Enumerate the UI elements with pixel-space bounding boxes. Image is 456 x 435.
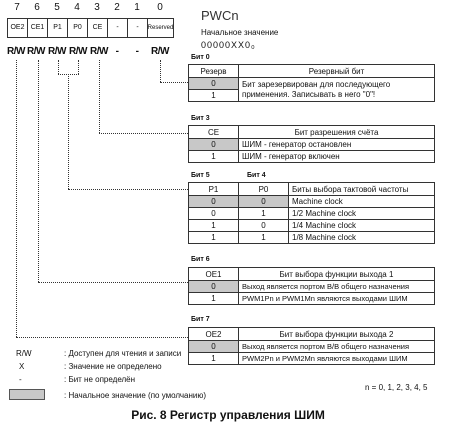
bit-number-3: 3 xyxy=(94,2,100,13)
leader-bit54-h xyxy=(68,189,188,190)
bit54-row-desc: 1/8 Machine clock xyxy=(289,232,435,244)
register-cell-reserved: Reserved xyxy=(147,18,174,38)
bit7-header-right: Бит выбора функции выхода 2 xyxy=(239,328,435,341)
legend-shade-desc: : Начальное значение (по умолчанию) xyxy=(64,391,207,400)
leader-bit7-h xyxy=(16,337,188,338)
access-bit7: R/W xyxy=(7,46,25,57)
bit3-row-desc: ШИМ - генератор включен xyxy=(239,151,435,163)
bit54-row-p1: 0 xyxy=(189,208,239,220)
bit6-row-value: 0 xyxy=(189,281,239,293)
bit-number-2: 2 xyxy=(114,2,120,13)
bit3-row xyxy=(189,139,435,151)
access-bit0: R/W xyxy=(151,46,169,57)
register-cell-ce1: CE1 xyxy=(27,18,48,38)
bit-number-0: 0 xyxy=(157,2,163,13)
bit7-header-left: OE2 xyxy=(189,328,239,341)
bit3-row-value: 0 xyxy=(189,139,239,151)
leader-bit0-h xyxy=(160,82,188,83)
bit0-header-right: Резервный бит xyxy=(239,65,435,78)
access-bit5: R/W xyxy=(48,46,66,57)
bit3-table xyxy=(188,125,435,163)
bit7-row xyxy=(189,341,435,353)
access-bit4: R/W xyxy=(69,46,87,57)
legend-dash-desc: : Бит не определён xyxy=(64,375,136,384)
legend-x-desc: : Значение не определено xyxy=(64,362,162,371)
legend-dash-key: - xyxy=(19,375,22,384)
bit54-header-p0: P0 xyxy=(239,183,289,196)
bit0-desc: Бит зарезервирован для последующего применения. Записывать в него "0"! xyxy=(239,78,435,102)
bit54-row-desc: 1/4 Machine clock xyxy=(289,220,435,232)
leader-bit4-v xyxy=(78,60,79,74)
bit54-row xyxy=(189,196,435,208)
bit0-value-0: 0 xyxy=(189,78,239,90)
bit3-row-desc: ШИМ - генератор остановлен xyxy=(239,139,435,151)
access-bit3: R/W xyxy=(90,46,108,57)
bit7-row-desc: Выход является портом В/В общего назначения xyxy=(239,341,435,353)
bit6-row xyxy=(189,293,435,305)
access-bit2: - xyxy=(115,46,119,57)
register-cell-ce: CE xyxy=(87,18,108,38)
legend-shade-swatch xyxy=(9,389,45,400)
bit54-row-p1: 1 xyxy=(189,220,239,232)
bit6-row-desc: Выход является портом В/В общего назначения xyxy=(239,281,435,293)
legend-rw-desc: : Доступен для чтения и записи xyxy=(64,349,182,358)
bit54-row xyxy=(189,208,435,220)
leader-bit7-v xyxy=(16,60,17,337)
bit3-header-left: CE xyxy=(189,126,239,139)
bit54-row xyxy=(189,220,435,232)
bit54-row-desc: Machine clock xyxy=(289,196,435,208)
bit3-header-right: Бит разрешения счёта xyxy=(239,126,435,139)
bit54-row-p1: 0 xyxy=(189,196,239,208)
legend-rw-key: R/W xyxy=(16,349,32,358)
bit6-header-right: Бит выбора функции выхода 1 xyxy=(239,268,435,281)
leader-bit3-h xyxy=(99,133,188,134)
register-cell-oe2: OE2 xyxy=(7,18,28,38)
register-cell-p1: P1 xyxy=(47,18,68,38)
bit5-label: Бит 5 xyxy=(191,172,210,179)
leader-bit6-h xyxy=(38,282,188,283)
bit54-row-p0: 1 xyxy=(239,232,289,244)
register-cell-p0: P0 xyxy=(67,18,88,38)
leader-bit5-v xyxy=(58,60,59,74)
bit7-row xyxy=(189,353,435,365)
leader-bit3-v xyxy=(99,60,100,133)
bit-number-6: 6 xyxy=(34,2,40,13)
initial-value: 00000XX0₀ xyxy=(201,40,256,50)
bit54-row-p0: 0 xyxy=(239,220,289,232)
bit-number-7: 7 xyxy=(14,2,20,13)
leader-bit54-drop xyxy=(68,74,69,189)
bit6-row-value: 1 xyxy=(189,293,239,305)
bit6-table xyxy=(188,267,435,305)
bit4-label: Бит 4 xyxy=(247,172,266,179)
bit54-row-desc: 1/2 Machine clock xyxy=(289,208,435,220)
bit7-row-value: 0 xyxy=(189,341,239,353)
bit54-row-p1: 1 xyxy=(189,232,239,244)
bit-number-1: 1 xyxy=(134,2,140,13)
leader-bit0-v xyxy=(160,60,161,82)
bit7-label: Бит 7 xyxy=(191,316,210,323)
access-bit6: R/W xyxy=(27,46,45,57)
bit54-row-p0: 0 xyxy=(239,196,289,208)
bit0-label: Бит 0 xyxy=(191,54,210,61)
legend-x-key: X xyxy=(19,362,25,371)
bit7-table xyxy=(188,327,435,365)
bit-number-4: 4 xyxy=(74,2,80,13)
bit54-row xyxy=(189,232,435,244)
register-cell-bit2: - xyxy=(107,18,128,38)
bit3-row-value: 1 xyxy=(189,151,239,163)
access-bit1: - xyxy=(135,46,139,57)
initial-value-label: Начальное значение xyxy=(201,28,279,37)
bit7-row-desc: PWM2Pn и PWM2Mn являются выходами ШИМ xyxy=(239,353,435,365)
bit6-header-left: OE1 xyxy=(189,268,239,281)
register-name: PWCn xyxy=(201,8,239,23)
bit7-row-value: 1 xyxy=(189,353,239,365)
bit0-table xyxy=(188,64,435,102)
bit3-label: Бит 3 xyxy=(191,115,210,122)
bit54-row-p0: 1 xyxy=(239,208,289,220)
bit0-value-1: 1 xyxy=(189,90,239,102)
legend-n-note: n = 0, 1, 2, 3, 4, 5 xyxy=(365,383,428,392)
figure-caption: Рис. 8 Регистр управления ШИМ xyxy=(131,408,325,422)
bit-number-5: 5 xyxy=(54,2,60,13)
bit54-header-desc: Биты выбора тактовой частоты xyxy=(289,183,435,196)
bit54-table xyxy=(188,182,435,244)
bit6-row xyxy=(189,281,435,293)
bit0-header-left: Резерв xyxy=(189,65,239,78)
bit54-header-p1: P1 xyxy=(189,183,239,196)
bit6-row-desc: PWM1Pn и PWM1Mn являются выходами ШИМ xyxy=(239,293,435,305)
leader-bit6-v xyxy=(38,60,39,282)
bit3-row xyxy=(189,151,435,163)
bit6-label: Бит 6 xyxy=(191,256,210,263)
register-cell-bit1: - xyxy=(127,18,148,38)
